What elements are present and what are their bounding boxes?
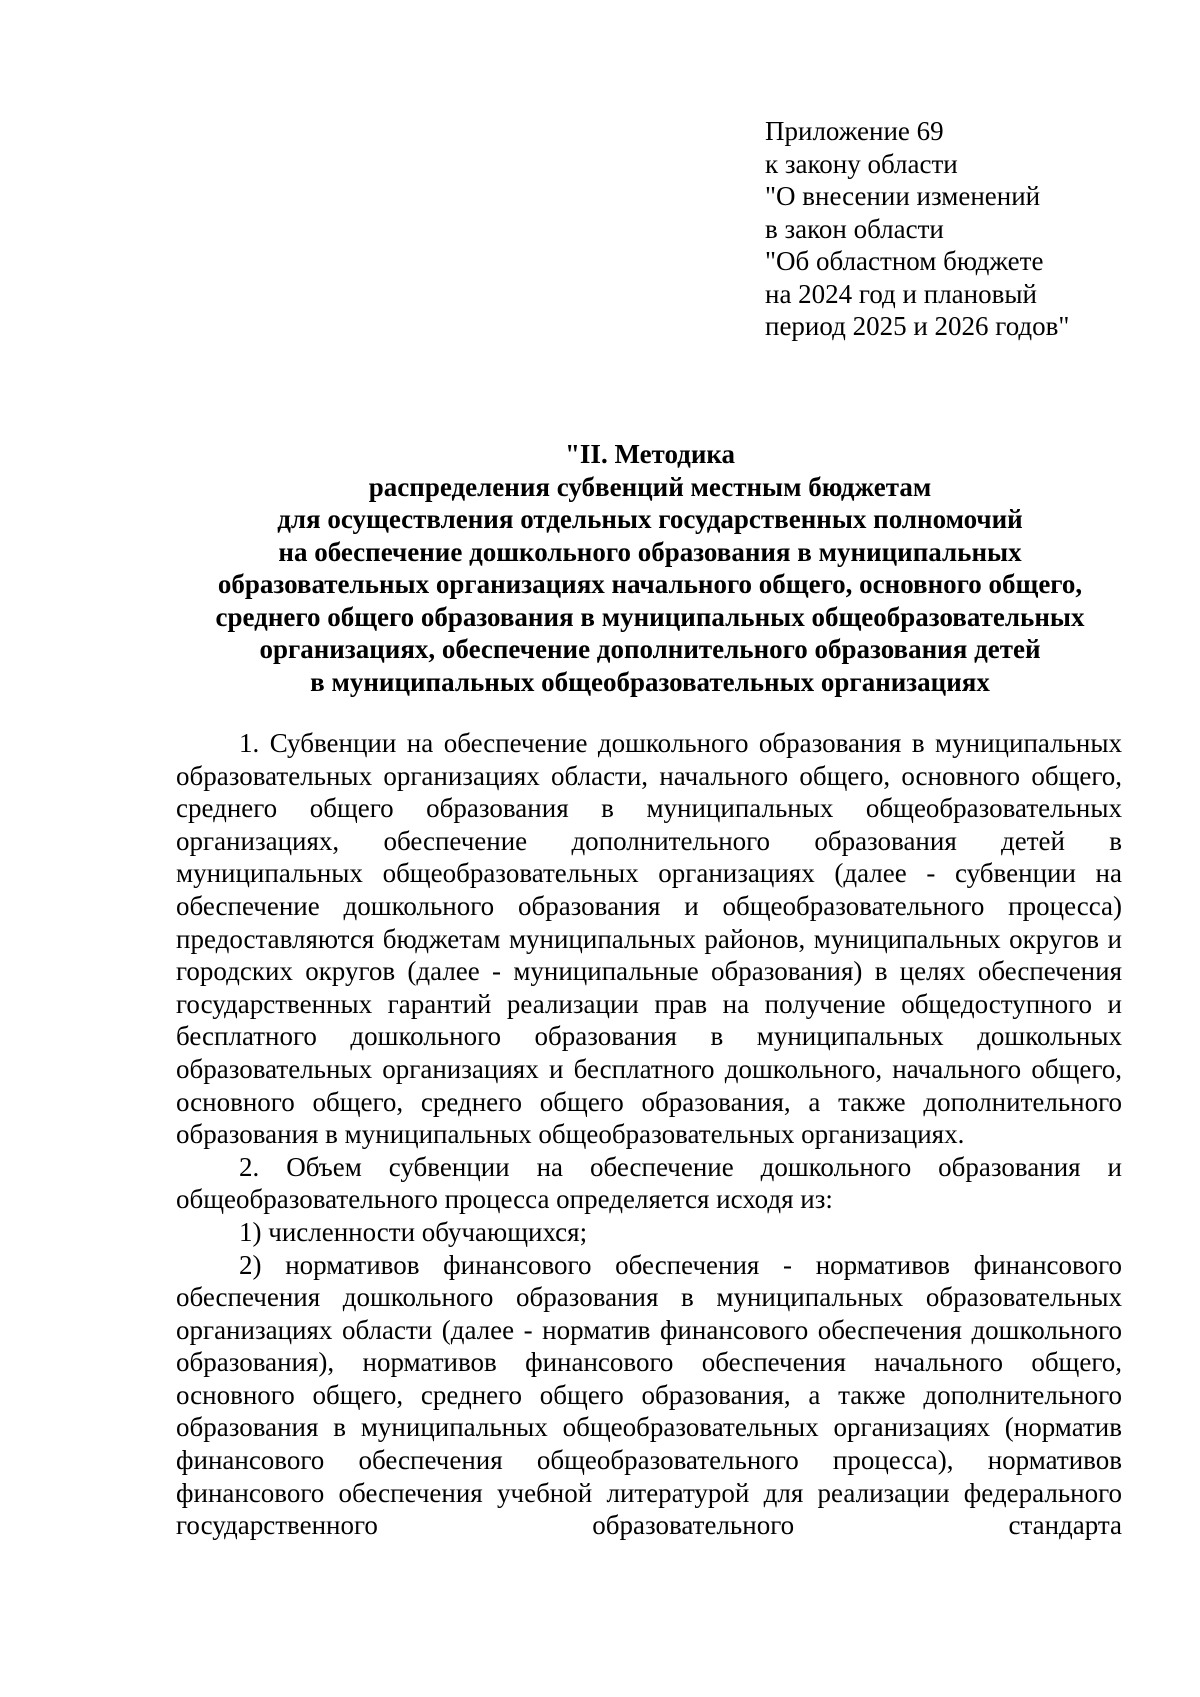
title-line: образовательных организациях начального общего, основного общего,	[217, 569, 1083, 599]
annex-line: Приложение 69	[765, 116, 944, 146]
document-title	[170, 438, 1130, 698]
document-body	[176, 727, 1122, 1542]
title-line: в муниципальных общеобразовательных организациях	[310, 666, 990, 697]
annex-line: "О внесении изменений	[765, 181, 1041, 211]
annex-line: на 2024 год и плановый	[765, 278, 1037, 309]
annex-line: "Об областном бюджете	[765, 246, 1044, 276]
title-line: распределения субвенций местным бюджетам	[368, 471, 932, 502]
annex-header	[765, 115, 1165, 343]
paragraph-1: 1. Субвенции на обеспечение дошкольного образования в муниципальных образовательных организациях области, начального общего, основного общего, среднего общего образования в муниципальных общеобразовательных организациях, обеспечение дополнительного образования детей в муниципальных общеобразовательных организациях (далее - субвенции на обеспечение дошкольного образования и общеобразовательного процесса) предоставляются бюджетам муниципальных районов, муниципальных округов и городских округов (далее - муниципальные образования) в целях обеспечения государственных гарантий реализации прав на получение общедоступного и бесплатного дошкольного образования в муниципальных дошкольных образовательных организациях и бесплатного дошкольного, начального общего, основного общего, среднего общего образования, а также дополнительного образования в муниципальных общеобразовательных организациях.	[176, 728, 1122, 1150]
annex-line: период 2025 и 2026 годов"	[765, 311, 1070, 341]
paragraph-2: 2. Объем субвенции на обеспечение дошкольного образования и общеобразовательного процесса определяется исходя из:	[176, 1151, 1122, 1215]
title-line: среднего общего образования в муниципальных общеобразовательных	[215, 601, 1085, 632]
paragraph-2-item-2: 2) нормативов финансового обеспечения - нормативов финансового обеспечения дошкольного образования в муниципальных образовательных организациях области (далее - норматив финансового обеспечения дошкольного образования), нормативов финансового обеспечения начального общего, основного общего, среднего общего образования, а также дополнительного образования в муниципальных общеобразовательных организациях (норматив финансового обеспечения общеобразовательного процесса), нормативов финансового обеспечения учебной литературой для реализации федерального государственного образовательного стандарта	[176, 1249, 1122, 1541]
title-line: "II. Методика	[564, 439, 736, 469]
paragraph-2-item-1: 1) численности обучающихся;	[239, 1216, 588, 1247]
title-line: для осуществления отдельных государственных полномочий	[277, 504, 1023, 534]
title-line: на обеспечение дошкольного образования в муниципальных	[278, 536, 1022, 567]
annex-line: к закону области	[765, 148, 958, 179]
title-line: организациях, обеспечение дополнительного образования детей	[259, 634, 1041, 664]
annex-line: в закон области	[765, 213, 944, 244]
